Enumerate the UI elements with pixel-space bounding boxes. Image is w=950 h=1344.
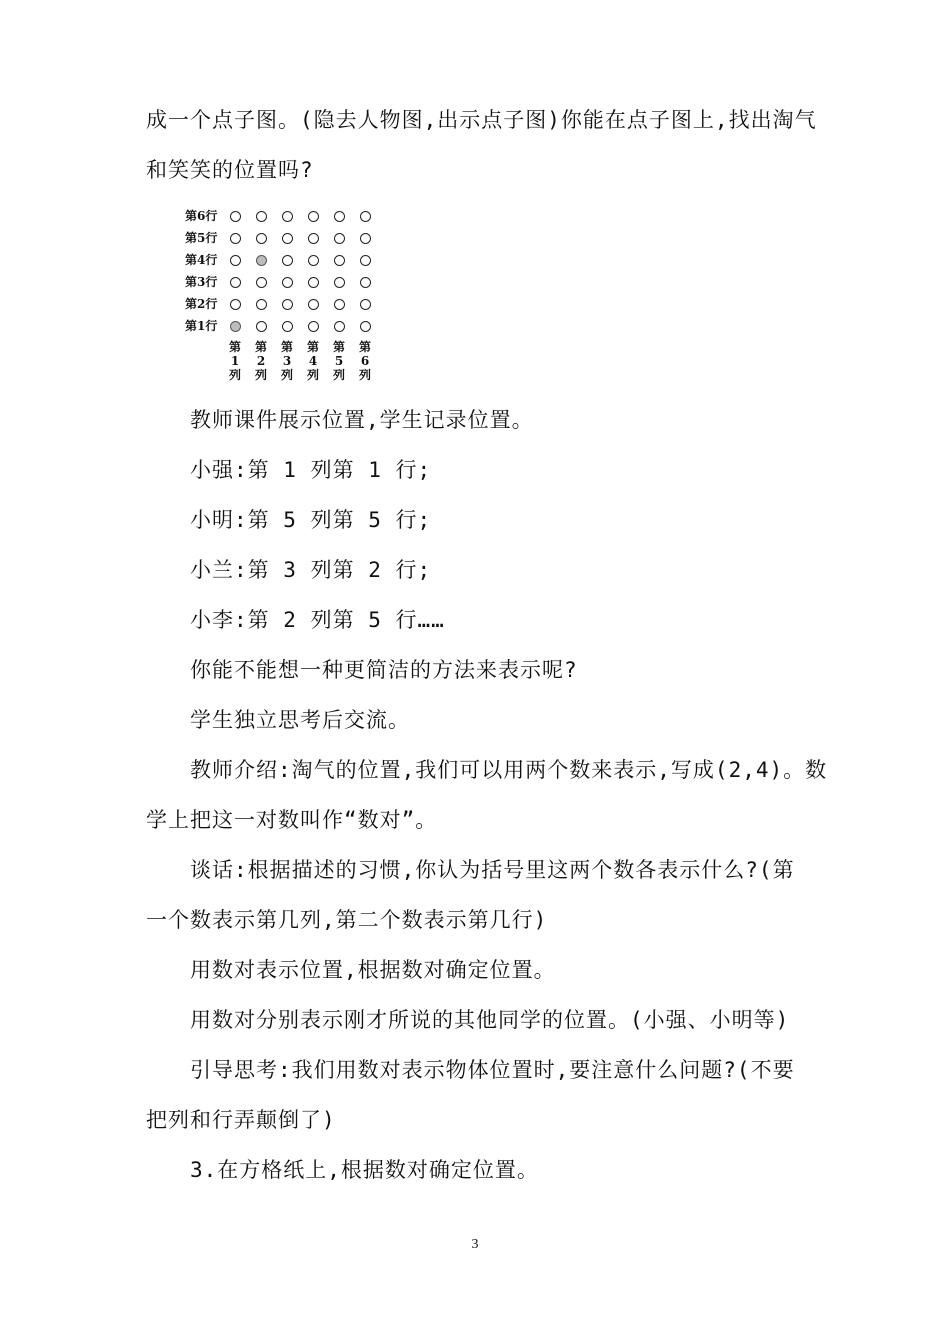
col-label: 第 4 列: [306, 340, 319, 382]
grid-dot: [308, 321, 319, 332]
paragraph-line: 用数对分别表示刚才所说的其他同学的位置。(小强、小明等): [190, 1008, 790, 1032]
grid-dot: [256, 233, 267, 244]
grid-dot: [360, 299, 371, 310]
paragraph-line: 学上把这一对数叫作“数对”。: [146, 808, 438, 832]
grid-dot: [282, 277, 293, 288]
grid-dot: [256, 321, 267, 332]
col-label: 第 1 列: [228, 340, 241, 382]
dot-grid-figure: [185, 203, 385, 393]
row-label: 第2行: [185, 297, 218, 311]
paragraph-line: 你能不能想一种更简洁的方法来表示呢?: [190, 658, 578, 682]
row-label: 第6行: [185, 209, 218, 223]
paragraph-line: 教师课件展示位置,学生记录位置。: [190, 408, 534, 432]
grid-dot: [334, 233, 345, 244]
highlighted-dot: [230, 321, 241, 332]
paragraph-line: 和笑笑的位置吗?: [146, 158, 314, 182]
paragraph-line: 一个数表示第几列,第二个数表示第几行): [146, 908, 548, 932]
col-label: 第 3 列: [280, 340, 293, 382]
grid-dot: [308, 255, 319, 266]
page-number: 3: [471, 1237, 479, 1252]
grid-dot: [282, 321, 293, 332]
grid-dot: [282, 211, 293, 222]
paragraph-line: 成一个点子图。(隐去人物图,出示点子图)你能在点子图上,找出淘气: [146, 108, 817, 132]
grid-dot: [282, 255, 293, 266]
grid-dot: [256, 299, 267, 310]
grid-dot: [308, 277, 319, 288]
paragraph-line: 小强:第 1 列第 1 行;: [190, 458, 432, 482]
grid-dot: [360, 211, 371, 222]
row-label: 第3行: [185, 275, 218, 289]
grid-dot: [256, 211, 267, 222]
grid-dot: [308, 299, 319, 310]
paragraph-line: 谈话:根据描述的习惯,你认为括号里这两个数各表示什么?(第: [190, 858, 795, 882]
grid-dot: [230, 277, 241, 288]
grid-dot: [360, 277, 371, 288]
grid-dot: [360, 255, 371, 266]
paragraph-line: 小李:第 2 列第 5 行……: [190, 608, 445, 632]
grid-dot: [256, 277, 267, 288]
paragraph-line: 3.在方格纸上,根据数对确定位置。: [190, 1158, 539, 1182]
paragraph-line: 引导思考:我们用数对表示物体位置时,要注意什么问题?(不要: [190, 1058, 795, 1082]
paragraph-line: 小明:第 5 列第 5 行;: [190, 508, 432, 532]
paragraph-line: 教师介绍:淘气的位置,我们可以用两个数来表示,写成(2,4)。数: [190, 758, 828, 782]
grid-dot: [230, 233, 241, 244]
row-label: 第1行: [185, 319, 218, 333]
paragraph-line: 把列和行弄颠倒了): [146, 1108, 336, 1132]
row-label: 第5行: [185, 231, 218, 245]
grid-dot: [334, 255, 345, 266]
col-label: 第 2 列: [254, 340, 267, 382]
paragraph-line: 用数对表示位置,根据数对确定位置。: [190, 958, 556, 982]
col-label: 第 6 列: [358, 340, 371, 382]
grid-dot: [282, 299, 293, 310]
grid-dot: [308, 211, 319, 222]
grid-dot: [282, 233, 293, 244]
grid-dot: [230, 299, 241, 310]
grid-dot: [334, 321, 345, 332]
grid-dot: [308, 233, 319, 244]
paragraph-line: 学生独立思考后交流。: [190, 708, 410, 732]
col-label: 第 5 列: [332, 340, 345, 382]
grid-dot: [334, 211, 345, 222]
grid-dot: [230, 211, 241, 222]
grid-dot: [334, 299, 345, 310]
grid-dot: [360, 233, 371, 244]
highlighted-dot: [256, 255, 267, 266]
grid-dot: [334, 277, 345, 288]
row-label: 第4行: [185, 253, 218, 267]
paragraph-line: 小兰:第 3 列第 2 行;: [190, 558, 432, 582]
grid-dot: [230, 255, 241, 266]
grid-dot: [360, 321, 371, 332]
